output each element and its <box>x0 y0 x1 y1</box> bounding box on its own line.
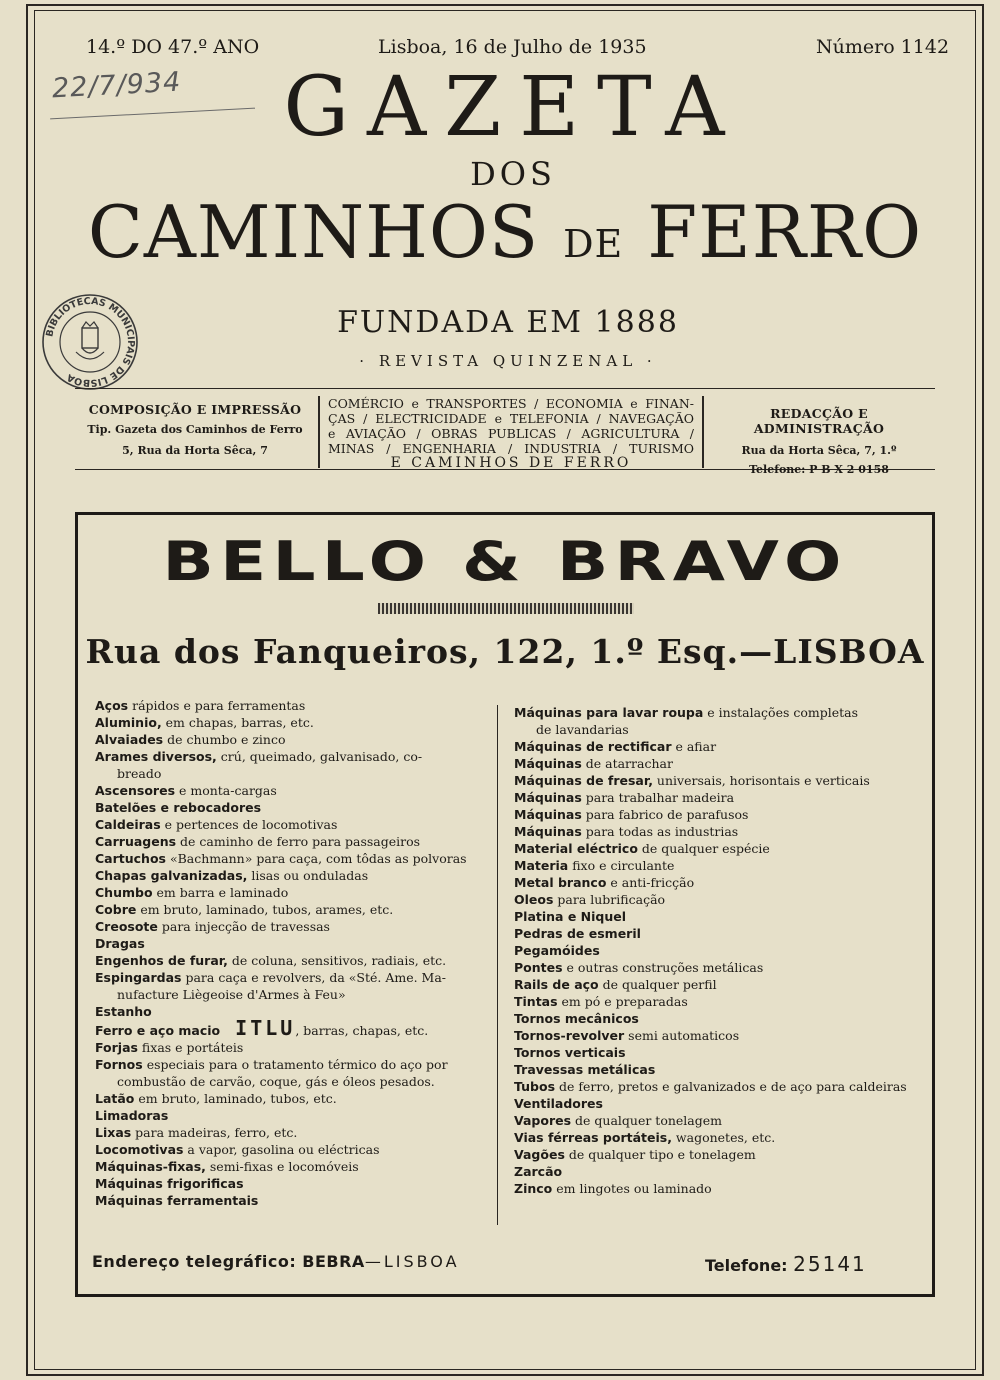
product-description: a vapor, gasolina ou eléctricas <box>183 1142 380 1157</box>
product-list-item <box>95 1175 485 1192</box>
product-list-item <box>514 1027 912 1044</box>
product-description: de qualquer tonelagem <box>571 1113 722 1128</box>
product-description: em bruto, laminado, tubos, etc. <box>134 1091 337 1106</box>
handwritten-date: 22/7/934 <box>51 66 182 105</box>
product-list-item <box>95 952 485 969</box>
issue-date: Lisboa, 16 de Julho de 1935 <box>378 36 647 58</box>
product-description: para caça e revolvers, da «Sté. Ame. Ma- <box>181 970 447 985</box>
product-list-item <box>95 714 485 731</box>
product-list-item <box>514 721 912 738</box>
product-name: Tornos-revolver <box>514 1028 625 1043</box>
product-list-item <box>95 1039 485 1056</box>
product-list-item <box>95 935 485 952</box>
product-list-item <box>95 765 485 782</box>
library-stamp-icon <box>40 292 140 392</box>
product-list-item <box>514 959 912 976</box>
product-description: especiais para o tratamento térmico do aço por <box>142 1057 448 1072</box>
product-list-item <box>95 697 485 714</box>
product-name: Zarcão <box>514 1164 563 1179</box>
product-description: e monta-cargas <box>175 783 277 798</box>
printing-info <box>75 396 315 468</box>
product-name: Caldeiras <box>95 817 161 832</box>
product-list-item <box>514 1163 912 1180</box>
product-list-item <box>514 993 912 1010</box>
topics-line: ÇAS / ELECTRICIDADE e TELEFONIA / NAVEGAÇÃO <box>328 411 694 426</box>
product-list-item <box>514 1095 912 1112</box>
product-description: para injecção de travessas <box>157 919 330 934</box>
product-list-item <box>95 748 485 765</box>
product-description: crú, queimado, galvanisado, co- <box>216 749 423 764</box>
product-name: Pedras de esmeril <box>514 926 641 941</box>
product-description: de ferro, pretos e galvanizados e de aço para caldeiras <box>555 1079 907 1094</box>
editorial-info <box>703 396 935 476</box>
product-name: Latão <box>95 1091 135 1106</box>
product-name: Chapas galvanizadas, <box>95 868 248 883</box>
telephone-label: Telefone: <box>705 1256 788 1275</box>
product-description: e pertences de locomotivas <box>160 817 338 832</box>
editorial-title: REDACÇÃO E ADMINISTRAÇÃO <box>753 406 885 436</box>
product-list-item <box>95 918 485 935</box>
product-name: Platina e Niquel <box>514 909 627 924</box>
product-description: semi-fixas e locomóveis <box>205 1159 359 1174</box>
product-list-item <box>514 755 912 772</box>
product-list-item <box>514 704 912 721</box>
product-description: de coluna, sensitivos, radiais, etc. <box>227 953 447 968</box>
product-list-item <box>514 1044 912 1061</box>
ad-brand-name: BELLO & BRAVO <box>162 530 848 593</box>
product-description: de qualquer espécie <box>637 841 770 856</box>
product-description: em barra e laminado <box>152 885 289 900</box>
product-name: Máquinas-fixas, <box>95 1159 206 1174</box>
masthead-caminhos: CAMINHOS <box>87 190 540 274</box>
masthead-caminhos-de-ferro <box>0 190 1000 274</box>
product-description: para madeiras, ferro, etc. <box>131 1125 298 1140</box>
product-list-item <box>514 1010 912 1027</box>
product-list-item <box>95 731 485 748</box>
product-list-item <box>95 1158 485 1175</box>
product-list-item <box>514 772 912 789</box>
product-name: Pontes <box>514 960 563 975</box>
ad-telephone <box>705 1252 867 1276</box>
product-description: universais, horisontais e verticais <box>652 773 870 788</box>
product-list-item <box>95 1124 485 1141</box>
product-name: Aluminio, <box>95 715 162 730</box>
product-list-item <box>514 1146 912 1163</box>
product-list-item <box>514 1061 912 1078</box>
topics-last-line: E CAMINHOS DE FERRO <box>390 455 632 471</box>
topics-line: MINAS / ENGENHARIA / INDUSTRIA / TURISMO <box>328 441 694 456</box>
product-name: Pegamóides <box>514 943 600 958</box>
product-list-item <box>95 1073 485 1090</box>
product-name: Cartuchos <box>95 851 166 866</box>
svg-text:BIBLIOTECAS MUNICIPAIS DE LISB <box>44 296 136 388</box>
info-top-rule <box>75 388 935 389</box>
product-list-item <box>95 799 485 816</box>
product-list-item <box>95 782 485 799</box>
product-list-item <box>95 1141 485 1158</box>
product-name: Tornos verticais <box>514 1045 626 1060</box>
product-list-item <box>95 1016 485 1040</box>
product-name: Travessas metálicas <box>514 1062 656 1077</box>
masthead-dos: DOS <box>470 155 556 193</box>
product-name: Forjas <box>95 1040 138 1055</box>
product-list-left <box>95 697 485 1209</box>
product-description: de chumbo e zinco <box>163 732 286 747</box>
product-list-item <box>95 969 485 986</box>
product-description: wagonetes, etc. <box>671 1130 776 1145</box>
product-list-item <box>514 925 912 942</box>
product-name: Cobre <box>95 902 137 917</box>
product-list-item <box>514 891 912 908</box>
product-name: Material eléctrico <box>514 841 638 856</box>
product-name: Máquinas de fresar, <box>514 773 653 788</box>
product-name: Tornos mecânicos <box>514 1011 639 1026</box>
printing-title: COMPOSIÇÃO E IMPRESSÃO <box>88 402 302 417</box>
product-description: em chapas, barras, etc. <box>161 715 314 730</box>
product-name: Carruagens <box>95 834 177 849</box>
product-description: em lingotes ou laminado <box>552 1181 712 1196</box>
product-description: e instalações completas <box>703 705 859 720</box>
product-name: Arames diversos, <box>95 749 217 764</box>
product-list-item <box>514 840 912 857</box>
product-name: Ferro e aço macio <box>95 1023 221 1038</box>
topics-line: COMÉRCIO e TRANSPORTES / ECONOMIA e FINAN- <box>328 396 694 411</box>
ad-decorative-bar <box>378 603 634 614</box>
product-name: Estanho <box>95 1004 152 1019</box>
telegraph-label: Endereço telegráfico: BEBRA <box>92 1252 365 1271</box>
product-name: Máquinas <box>514 756 582 771</box>
product-name: Máquinas ferramentais <box>95 1193 259 1208</box>
masthead-ferro: FERRO <box>647 190 923 274</box>
product-description: semi automaticos <box>624 1028 740 1043</box>
founded-line: FUNDADA EM 1888 <box>337 305 679 340</box>
product-description: breado <box>117 766 162 781</box>
product-list-item <box>514 874 912 891</box>
product-description: de caminho de ferro para passageiros <box>176 834 421 849</box>
product-description: para todas as industrias <box>581 824 739 839</box>
product-list-item <box>95 833 485 850</box>
product-list-item <box>95 867 485 884</box>
editorial-line2: Telefone: P B X 2 0158 <box>749 463 889 476</box>
product-description: e afiar <box>671 739 717 754</box>
product-description: fixas e portáteis <box>137 1040 244 1055</box>
product-description: nufacture Liègeoise d'Armes à Feu» <box>117 987 346 1002</box>
product-name: Engenhos de furar, <box>95 953 228 968</box>
ad-address: Rua dos Fanqueiros, 122, 1.º Esq.—LISBOA <box>85 632 925 671</box>
product-name: Máquinas <box>514 824 582 839</box>
product-description: de qualquer tipo e tonelagem <box>564 1147 756 1162</box>
product-list-item <box>95 884 485 901</box>
product-list-item <box>514 738 912 755</box>
product-list-item <box>514 1129 912 1146</box>
product-list-item <box>95 1090 485 1107</box>
product-list-item <box>514 976 912 993</box>
product-description: «Bachmann» para caça, com tôdas as polvoras <box>165 851 467 866</box>
editorial-line1: Rua da Horta Sêca, 7, 1.º <box>741 444 897 457</box>
product-name: Vagões <box>514 1147 565 1162</box>
product-description: fixo e circulante <box>568 858 675 873</box>
product-name: Oleos <box>514 892 554 907</box>
product-description: e outras construções metálicas <box>562 960 764 975</box>
product-list-item <box>95 1107 485 1124</box>
product-name: Materia <box>514 858 569 873</box>
product-list-item <box>95 986 485 1003</box>
product-description: para lubrificação <box>553 892 666 907</box>
product-name: Lixas <box>95 1125 132 1140</box>
product-name: Máquinas para lavar roupa <box>514 705 704 720</box>
product-list-item <box>514 806 912 823</box>
product-name: Locomotivas <box>95 1142 184 1157</box>
telephone-number: 25141 <box>793 1252 867 1276</box>
product-list-item <box>95 1056 485 1073</box>
product-description: para trabalhar madeira <box>581 790 735 805</box>
periodicity-line: · REVISTA QUINZENAL · <box>359 352 657 370</box>
product-list-item <box>514 823 912 840</box>
product-name: Aços <box>95 698 129 713</box>
product-name: Metal branco <box>514 875 607 890</box>
product-list-item <box>514 908 912 925</box>
product-description: de atarrachar <box>581 756 673 771</box>
product-name: Espingardas <box>95 970 182 985</box>
product-description: em pó e preparadas <box>557 994 688 1009</box>
volume-label: 14.º DO 47.º ANO <box>86 36 260 58</box>
product-list-item <box>514 942 912 959</box>
product-description: rápidos e para ferramentas <box>128 698 306 713</box>
product-name: Rails de aço <box>514 977 599 992</box>
product-list-item <box>95 816 485 833</box>
product-name: Máquinas de rectificar <box>514 739 672 754</box>
printing-line2: 5, Rua da Horta Sêca, 7 <box>122 444 268 457</box>
product-description: lisas ou onduladas <box>247 868 369 883</box>
product-description: para fabrico de parafusos <box>581 807 749 822</box>
product-description: de qualquer perfil <box>598 977 717 992</box>
product-list-item <box>514 857 912 874</box>
product-list-right <box>514 704 912 1197</box>
stamp-text: BIBLIOTECAS MUNICIPAIS DE LISBOA <box>44 295 137 389</box>
product-list-item <box>514 1078 912 1095</box>
masthead-de: DE <box>563 222 624 266</box>
column-divider <box>497 705 498 1225</box>
printing-line1: Tip. Gazeta dos Caminhos de Ferro <box>87 423 303 436</box>
product-name: Ventiladores <box>514 1096 603 1111</box>
product-description: de lavandarias <box>536 722 629 737</box>
product-name: Tubos <box>514 1079 556 1094</box>
issue-number: Número 1142 <box>816 36 950 58</box>
product-name: Dragas <box>95 936 145 951</box>
product-name: Alvaiades <box>95 732 164 747</box>
product-list-item <box>514 789 912 806</box>
product-list-item <box>95 901 485 918</box>
product-name: Chumbo <box>95 885 153 900</box>
itlu-mark: ITLU <box>220 1016 296 1040</box>
product-name: Limadoras <box>95 1108 169 1123</box>
product-name: Tintas <box>514 994 558 1009</box>
product-name: Creosote <box>95 919 158 934</box>
product-list-item <box>514 1112 912 1129</box>
product-name: Máquinas <box>514 807 582 822</box>
product-description: combustão de carvão, coque, gás e óleos pesados. <box>117 1074 435 1089</box>
topics-box <box>318 396 704 471</box>
product-name: Vapores <box>514 1113 572 1128</box>
topics-line: e AVIAÇÃO / OBRAS PUBLICAS / AGRICULTURA / <box>328 426 694 441</box>
product-list-item <box>95 1192 485 1209</box>
product-name: Vias férreas portáteis, <box>514 1130 672 1145</box>
product-name: Ascensores <box>95 783 176 798</box>
product-list-item <box>514 1180 912 1197</box>
telegraph-address <box>92 1252 460 1271</box>
product-description: , barras, chapas, etc. <box>295 1023 429 1038</box>
product-name: Máquinas frigorificas <box>95 1176 244 1191</box>
product-name: Máquinas <box>514 790 582 805</box>
product-list-item <box>95 850 485 867</box>
telegraph-city: —LISBOA <box>364 1252 460 1271</box>
product-name: Zinco <box>514 1181 553 1196</box>
product-name: Batelões e rebocadores <box>95 800 262 815</box>
product-description: em bruto, laminado, tubos, arames, etc. <box>136 902 394 917</box>
masthead-gazeta: GAZETA <box>283 60 743 155</box>
product-description: e anti-fricção <box>606 875 695 890</box>
product-name: Fornos <box>95 1057 143 1072</box>
